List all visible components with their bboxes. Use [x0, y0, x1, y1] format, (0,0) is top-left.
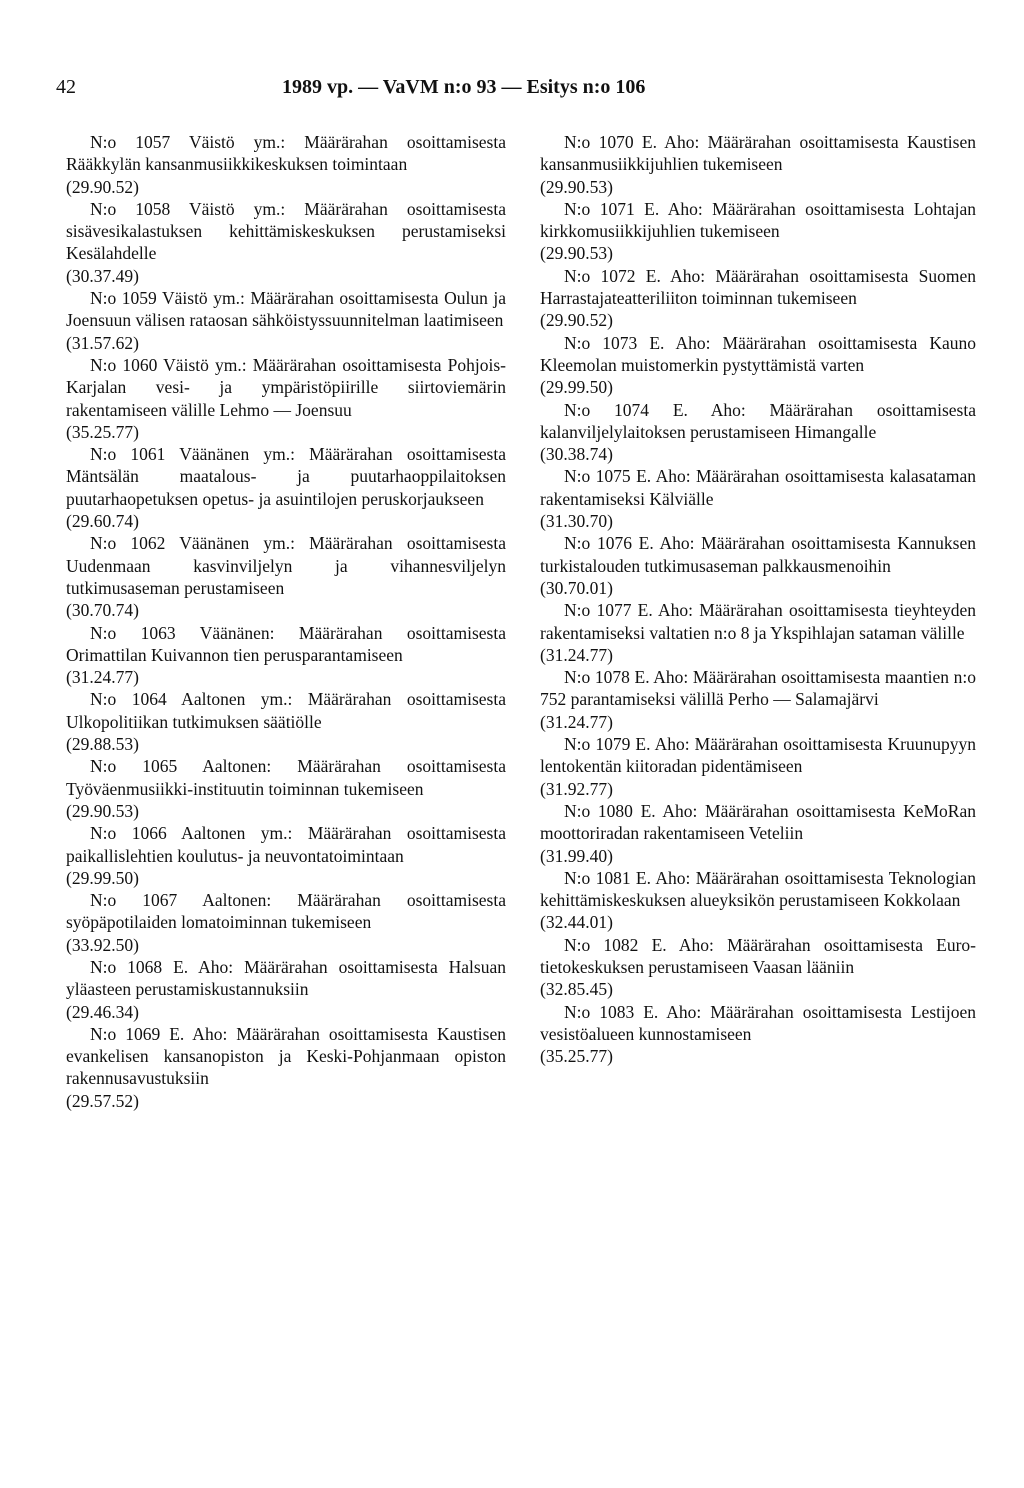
motion-entry: N:o 1081 E. Aho: Määrärahan osoittamisesta Teknologian kehittämiskeskuksen alueyksikön perustamiseen Kokkolaan — [540, 867, 976, 911]
motion-entry: N:o 1063 Väänänen: Määrärahan osoittamisesta Orimattilan Kuivannon tien perusparantamiseen — [66, 622, 506, 665]
budget-item-code: (29.90.52) — [66, 176, 139, 197]
budget-item-code: (29.88.53) — [66, 734, 139, 755]
motion-entry: N:o 1064 Aaltonen ym.: Määrärahan osoittamisesta Ulkopolitiikan tutkimuksen säätiölle — [66, 689, 506, 732]
budget-item-code: (31.24.77) — [540, 644, 613, 665]
motion-entry: N:o 1069 E. Aho: Määrärahan osoittamisesta Kaustisen evankelisen kansanopiston ja Keski-Pohjanmaan opiston rakennusavustuksiin — [66, 1023, 506, 1089]
budget-item-code: (29.60.74) — [66, 511, 139, 532]
budget-item-code: (31.92.77) — [540, 778, 613, 799]
running-head: 1989 vp. — VaVM n:o 93 — Esitys n:o 106 — [282, 76, 646, 98]
budget-item-code: (31.30.70) — [540, 511, 613, 532]
budget-item-code: (31.57.62) — [66, 332, 139, 353]
motion-entry: N:o 1076 E. Aho: Määrärahan osoittamisesta Kannuksen turkistalouden tutkimusaseman palkkausmenoihin — [540, 533, 976, 576]
budget-item-code: (31.24.77) — [66, 667, 139, 688]
page-number: 42 — [56, 76, 76, 98]
motion-entry: N:o 1077 E. Aho: Määrärahan osoittamisesta tieyhteyden rakentamiseksi valtatien n:o 8 ja Ykspihlajan sataman välille — [540, 600, 976, 643]
budget-item-code: (30.38.74) — [540, 444, 613, 465]
motion-entry: N:o 1062 Väänänen ym.: Määrärahan osoittamisesta Uudenmaan kasvinviljelyn ja vihannesviljelyn tutkimusaseman perustamiseen — [66, 533, 506, 598]
motion-entry: N:o 1070 E. Aho: Määrärahan osoittamisesta Kaustisen kansanmusiikkijuhlien tukemiseen — [540, 132, 976, 175]
motion-entry: N:o 1059 Väistö ym.: Määrärahan osoittamisesta Oulun ja Joensuun välisen rataosan sähköistyssuunnitelman laatimiseen — [66, 288, 506, 331]
right-column — [540, 131, 976, 1067]
motion-entry: N:o 1083 E. Aho: Määrärahan osoittamisesta Lestijoen vesistöalueen kunnostamiseen — [540, 1001, 976, 1044]
budget-item-code: (31.24.77) — [540, 711, 613, 732]
budget-item-code: (30.37.49) — [66, 265, 139, 286]
budget-item-code: (30.70.74) — [66, 600, 139, 621]
budget-item-code: (32.44.01) — [540, 912, 613, 933]
motion-entry: N:o 1074 E. Aho: Määrärahan osoittamisesta kalanviljelylaitoksen perustamiseen Himangalle — [540, 399, 976, 442]
motion-entry: N:o 1072 E. Aho: Määrärahan osoittamisesta Suomen Harrastajateatteriliiton toiminnan tukemiseen — [540, 265, 976, 309]
budget-item-code: (35.25.77) — [66, 421, 139, 442]
motion-entry: N:o 1058 Väistö ym.: Määrärahan osoittamisesta sisävesikalastuksen kehittämiskeskuksen perustamiseksi Kesälahdelle — [66, 198, 506, 264]
motion-entry: N:o 1073 E. Aho: Määrärahan osoittamisesta Kauno Kleemolan muistomerkin pystyttämistä varten — [540, 332, 976, 375]
budget-item-code: (30.70.01) — [540, 577, 613, 598]
motion-entry: N:o 1067 Aaltonen: Määrärahan osoittamisesta syöpäpotilaiden lomatoiminnan tukemiseen — [66, 890, 506, 933]
budget-item-code: (29.99.50) — [66, 867, 139, 888]
motion-entry: N:o 1080 E. Aho: Määrärahan osoittamisesta KeMoRan moottoriradan rakentamiseen Veteliin — [540, 800, 976, 844]
budget-item-code: (29.90.52) — [540, 310, 613, 331]
left-column — [66, 131, 506, 1112]
budget-item-code: (35.25.77) — [540, 1046, 613, 1067]
motion-entry: N:o 1066 Aaltonen ym.: Määrärahan osoittamisesta paikallislehtien koulutus- ja neuvontatoimintaan — [66, 823, 506, 866]
motion-entry: N:o 1071 E. Aho: Määrärahan osoittamisesta Lohtajan kirkkomusiikkijuhlien tukemiseen — [540, 198, 976, 242]
budget-item-code: (31.99.40) — [540, 845, 613, 866]
budget-item-code: (29.90.53) — [66, 800, 139, 821]
budget-item-code: (29.46.34) — [66, 1001, 139, 1022]
budget-item-code: (32.85.45) — [540, 979, 613, 1000]
page-header — [56, 76, 756, 104]
motion-entry: N:o 1060 Väistö ym.: Määrärahan osoittamisesta Pohjois-Karjalan vesi- ja ympäristöpiirille siirtoviemärin rakentamiseen välille Lehmo — Joensuu — [66, 354, 506, 420]
budget-item-code: (29.90.53) — [540, 176, 613, 197]
motion-entry: N:o 1065 Aaltonen: Määrärahan osoittamisesta Työväenmusiikki-instituutin toiminnan tukemiseen — [66, 756, 506, 799]
budget-item-code: (29.57.52) — [66, 1090, 139, 1111]
motion-entry: N:o 1057 Väistö ym.: Määrärahan osoittamisesta Rääkkylän kansanmusiikkikeskuksen toimintaan — [66, 132, 506, 175]
motion-entry: N:o 1079 E. Aho: Määrärahan osoittamisesta Kruunupyyn lentokentän kiitoradan pidentämiseen — [540, 734, 976, 777]
motion-entry: N:o 1068 E. Aho: Määrärahan osoittamisesta Halsuan yläasteen perustamiskustannuksiin — [66, 956, 506, 1000]
motion-entry: N:o 1075 E. Aho: Määrärahan osoittamisesta kalasataman rakentamiseksi Kälviälle — [540, 466, 976, 509]
budget-item-code: (29.99.50) — [540, 377, 613, 398]
budget-item-code: (33.92.50) — [66, 934, 139, 955]
motion-entry: N:o 1061 Väänänen ym.: Määrärahan osoittamisesta Mäntsälän maatalous- ja puutarhaoppilaitoksen puutarhaopetuksen opetus- ja asuintilojen peruskorjaukseen — [66, 444, 506, 509]
budget-item-code: (29.90.53) — [540, 243, 613, 264]
motion-entry: N:o 1078 E. Aho: Määrärahan osoittamisesta maantien n:o 752 parantamiseksi välillä Perho — Salamajärvi — [540, 667, 976, 710]
motion-entry: N:o 1082 E. Aho: Määrärahan osoittamisesta Euro-tietokeskuksen perustamiseen Vaasan lääniin — [540, 934, 976, 977]
